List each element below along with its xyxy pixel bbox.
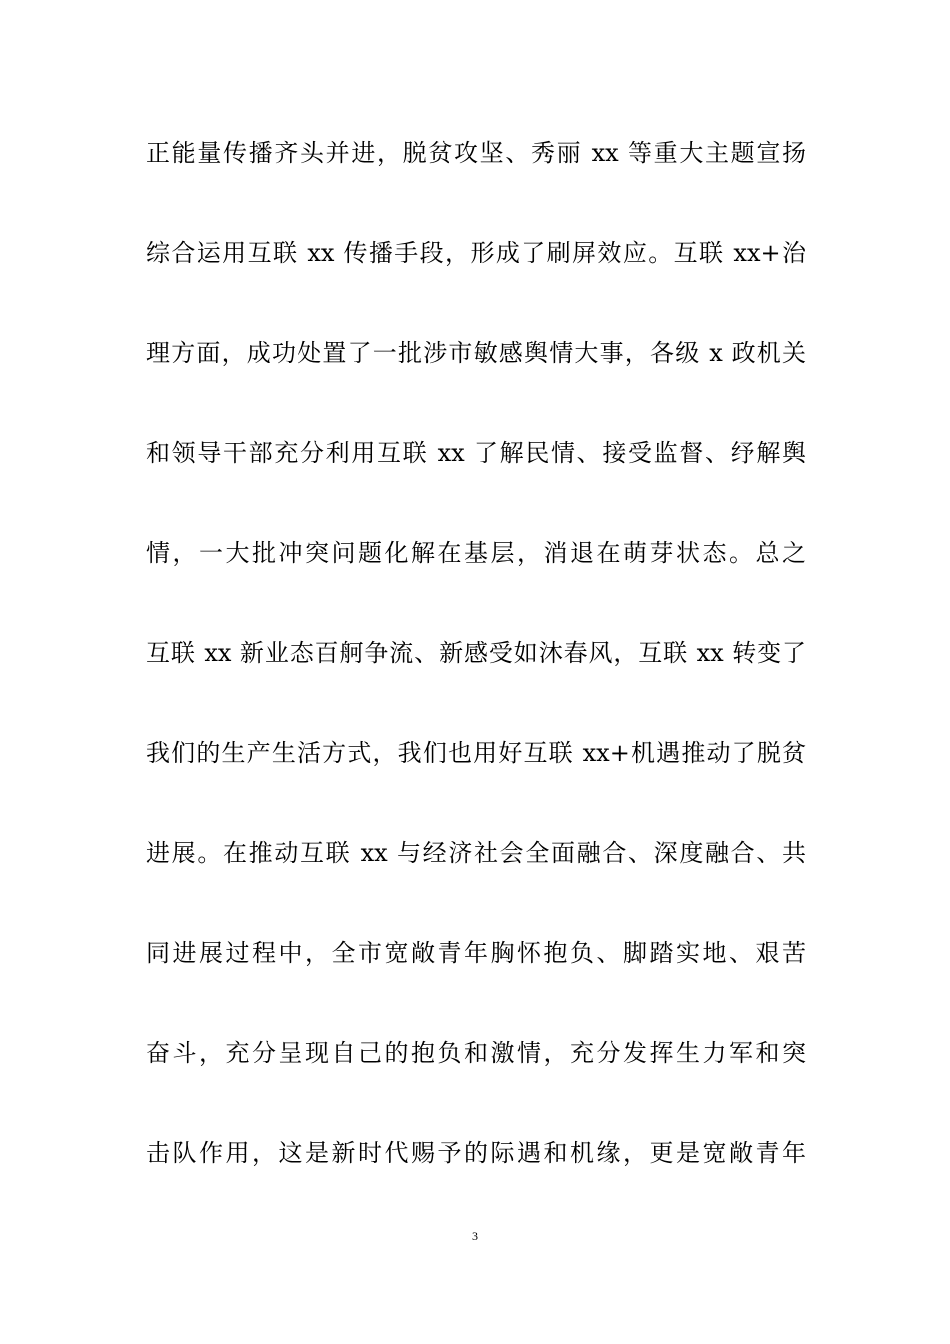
page-number: 3 xyxy=(472,1229,478,1243)
text-line: 进展。在推动互联 xx 与经济社会全面融合、深度融合、共 xyxy=(146,839,806,867)
text-line: 和领导干部充分利用互联 xx 了解民情、接受监督、纾解舆 xyxy=(146,439,806,467)
text-line: 互联 xx 新业态百舸争流、新感受如沐春风，互联 xx 转变了 xyxy=(146,639,806,667)
text-line: 同进展过程中，全市宽敞青年胸怀抱负、脚踏实地、艰苦 xyxy=(146,939,806,967)
text-line: 我们的生产生活方式，我们也用好互联 xx+机遇推动了脱贫 xyxy=(146,739,806,767)
text-line: 奋斗，充分呈现自己的抱负和激情，充分发挥生力军和突 xyxy=(146,1039,806,1067)
text-line: 综合运用互联 xx 传播手段，形成了刷屏效应。互联 xx+治 xyxy=(146,239,806,267)
text-line: 正能量传播齐头并进，脱贫攻坚、秀丽 xx 等重大主题宣扬 xyxy=(146,139,806,167)
body-text xyxy=(146,128,806,1228)
text-line: 情，一大批冲突问题化解在基层，消退在萌芽状态。总之 xyxy=(146,539,806,567)
text-line: 理方面，成功处置了一批涉市敏感舆情大事，各级 x 政机关 xyxy=(146,339,806,367)
text-line: 击队作用，这是新时代赐予的际遇和机缘，更是宽敞青年 xyxy=(146,1139,806,1167)
